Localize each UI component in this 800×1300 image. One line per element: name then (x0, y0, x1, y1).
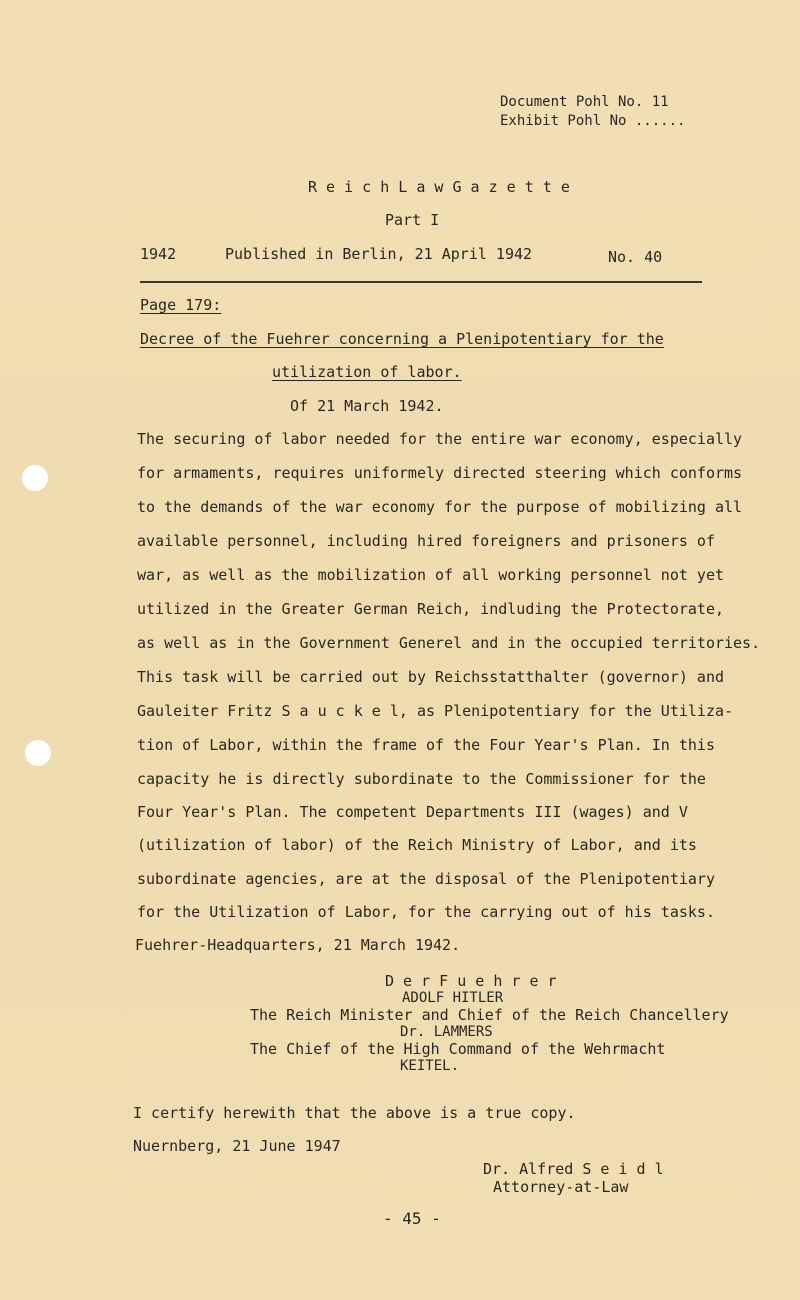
body-line: This task will be carried out by Reichsstatthalter (governor) and (137, 668, 724, 686)
decree-title-line1: Decree of the Fuehrer concerning a Plenipotentiary for the (140, 330, 664, 348)
punch-hole-top (22, 465, 48, 491)
header-rule (140, 281, 702, 283)
body-line: The securing of labor needed for the entire war economy, especially (137, 430, 743, 448)
decree-date: Of 21 March 1942. (290, 397, 444, 415)
attorney-name: Dr. Alfred S e i d l (483, 1160, 664, 1178)
decree-place-date: Fuehrer-Headquarters, 21 March 1942. (135, 936, 461, 954)
chancellery-name: Dr. LAMMERS (400, 1024, 493, 1040)
exhibit-number: Exhibit Pohl No ...... (500, 113, 686, 129)
page-reference: Page 179: (140, 296, 222, 314)
page-number: - 45 - (383, 1209, 441, 1228)
gazette-published: Published in Berlin, 21 April 1942 (225, 245, 533, 263)
body-line: for the Utilization of Labor, for the carrying out of his tasks. (137, 903, 715, 921)
gazette-part: Part I (385, 211, 440, 229)
body-line: available personnel, including hired foreigners and prisoners of (137, 532, 715, 550)
body-line: for armaments, requires uniformely directed steering which conforms (137, 464, 743, 482)
body-line: to the demands of the war economy for the purpose of mobilizing all (137, 498, 743, 516)
body-line: utilized in the Greater German Reich, indluding the Protectorate, (137, 600, 724, 618)
gazette-year: 1942 (140, 245, 177, 263)
document-number: Document Pohl No. 11 (500, 94, 669, 110)
certification-statement: I certify herewith that the above is a true copy. (133, 1104, 576, 1122)
attorney-role: Attorney-at-Law (493, 1178, 629, 1196)
wehrmacht-title: The Chief of the High Command of the Wehrmacht (250, 1040, 666, 1058)
body-line: Gauleiter Fritz S a u c k e l, as Plenipotentiary for the Utiliza- (137, 702, 734, 720)
decree-title-line2: utilization of labor. (272, 363, 462, 381)
punch-hole-bottom (25, 740, 51, 766)
body-line: war, as well as the mobilization of all working personnel not yet (137, 566, 724, 584)
body-line: (utilization of labor) of the Reich Ministry of Labor, and its (137, 836, 697, 854)
wehrmacht-name: KEITEL. (400, 1058, 460, 1074)
chancellery-title: The Reich Minister and Chief of the Reich Chancellery (250, 1006, 729, 1024)
body-line: subordinate agencies, are at the disposal of the Plenipotentiary (137, 870, 715, 888)
body-line: capacity he is directly subordinate to the Commissioner for the (137, 770, 706, 788)
gazette-title: R e i c h L a w G a z e t t e (308, 178, 570, 196)
body-line: as well as in the Government Generel and in the occupied territories. (137, 634, 761, 652)
gazette-number: No. 40 (608, 248, 663, 266)
body-line: tion of Labor, within the frame of the Four Year's Plan. In this (137, 736, 715, 754)
body-line: Four Year's Plan. The competent Departments III (wages) and V (137, 803, 688, 821)
certification-place-date: Nuernberg, 21 June 1947 (133, 1137, 341, 1155)
fuehrer-name: ADOLF HITLER (402, 990, 504, 1006)
fuehrer-title: D e r F u e h r e r (385, 972, 557, 990)
